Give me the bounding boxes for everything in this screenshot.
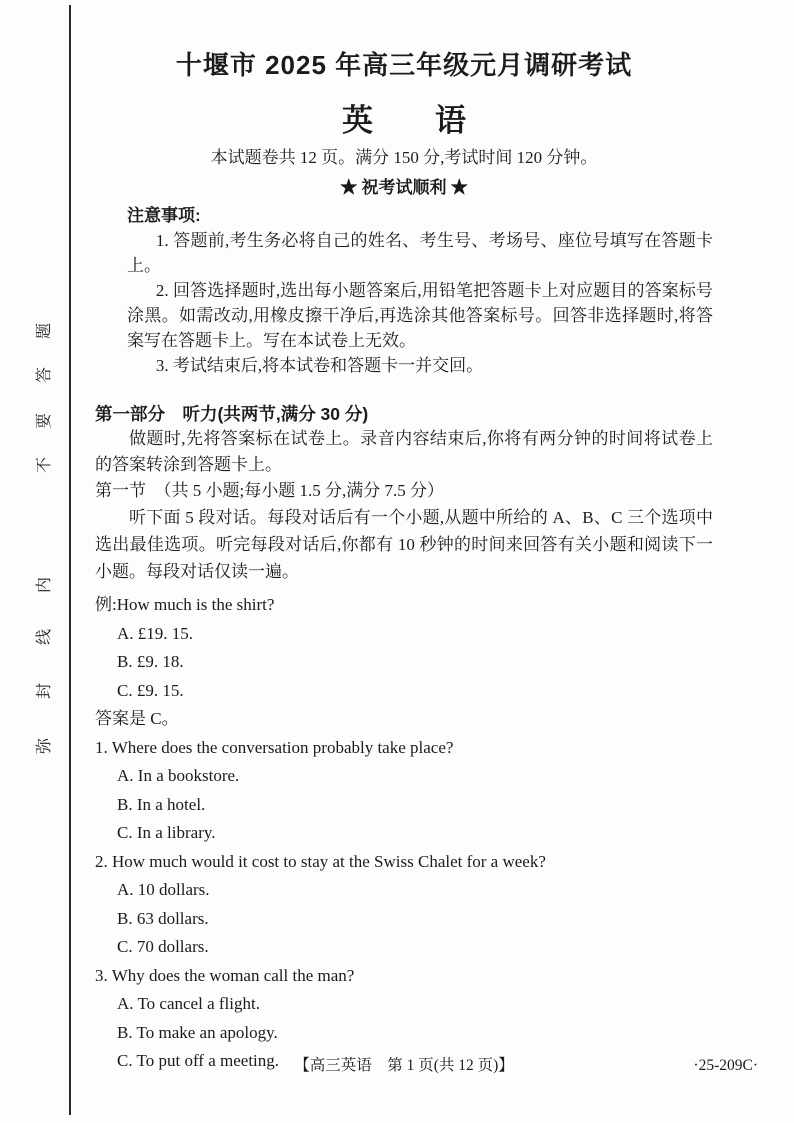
question-3-option-c: C. To put off a meeting. — [117, 1051, 280, 1070]
seal-line-divider — [69, 5, 71, 1115]
seal-margin-char: 封 — [36, 683, 53, 700]
question-3-option-b: B. To make an apology. — [117, 1022, 278, 1042]
notice-item-2: 2. 回答选择题时,选出每小题答案后,用铅笔把答题卡上对应题目的答案标号涂黑。如需改动,用橡皮擦干净后,再选涂其他答案标号。回答非选择题时,将答案写在答题卡上。写在本试卷上无效。 — [127, 281, 713, 350]
seal-margin-char: 不 — [36, 457, 53, 474]
question-2-option-a: A. 10 dollars. — [117, 880, 210, 899]
footer-paper-code: ·25-209C· — [693, 1057, 758, 1074]
question-1-option-c: C. In a library. — [117, 823, 216, 842]
seal-margin-char: 题 — [36, 323, 53, 340]
question-1-option-a: A. In a bookstore. — [117, 766, 240, 785]
question-3-text: 3. Why does the woman call the man? — [95, 965, 355, 985]
seal-margin-char: 要 — [36, 413, 53, 430]
question-1-option-b: B. In a hotel. — [117, 794, 206, 814]
notice-item-1: 1. 答题前,考生务必将自己的姓名、考生号、考场号、座位号填写在答题卡上。 — [127, 231, 713, 275]
listening-questions — [95, 591, 713, 1076]
seal-margin-char: 答 — [36, 367, 53, 384]
seal-margin-char: 线 — [36, 629, 53, 646]
question-2-text: 2. How much would it cost to stay at the Swiss Chalet for a week? — [95, 851, 546, 871]
question-2-option-c: C. 70 dollars. — [117, 937, 209, 956]
footer-page-info: 【高三英语 第 1 页(共 12 页)】 — [294, 1057, 514, 1074]
part1-intro: 做题时,先将答案标在试卷上。录音内容结束后,你将有两分钟的时间将试卷上的答案转涂到答题卡上。 — [95, 429, 713, 474]
example-prompt: 例:How much is the shirt? — [95, 595, 275, 614]
exam-title: 十堰市 2025 年高三年级元月调研考试 — [175, 50, 633, 80]
exam-content — [95, 50, 713, 1076]
good-luck-banner: ★ 祝考试顺利 ★ — [340, 178, 468, 197]
part1-heading: 第一部分 听力(共两节,满分 30 分) — [95, 404, 369, 424]
section1-heading: 第一节 （共 5 小题;每小题 1.5 分,满分 7.5 分） — [95, 481, 444, 500]
question-2-option-b: B. 63 dollars. — [117, 908, 209, 928]
notice-section — [127, 204, 713, 378]
example-option-c: C. £9. 15. — [117, 680, 184, 700]
seal-margin-char: 弥 — [36, 738, 53, 755]
example-option-a: A. £19. 15. — [117, 623, 194, 643]
example-option-b: B. £9. 18. — [117, 652, 184, 671]
exam-meta: 本试题卷共 12 页。满分 150 分,考试时间 120 分钟。 — [210, 148, 598, 167]
section1-intro: 听下面 5 段对话。每段对话后有一个小题,从题中所给的 A、B、C 三个选项中选出最佳选项。听完每段对话后,你都有 10 秒钟的时间来回答有关小题和阅读下一小题。每段对话仅读一遍。 — [95, 508, 713, 581]
subject-title: 英 语 — [342, 103, 466, 138]
example-answer: 答案是 C。 — [95, 709, 179, 728]
seal-margin-char: 内 — [36, 577, 53, 594]
notice-heading: 注意事项: — [127, 206, 201, 225]
question-1-text: 1. Where does the conversation probably take place? — [95, 737, 454, 757]
notice-item-3: 3. 考试结束后,将本试卷和答题卡一并交回。 — [155, 356, 484, 375]
question-3-option-a: A. To cancel a flight. — [117, 994, 260, 1013]
